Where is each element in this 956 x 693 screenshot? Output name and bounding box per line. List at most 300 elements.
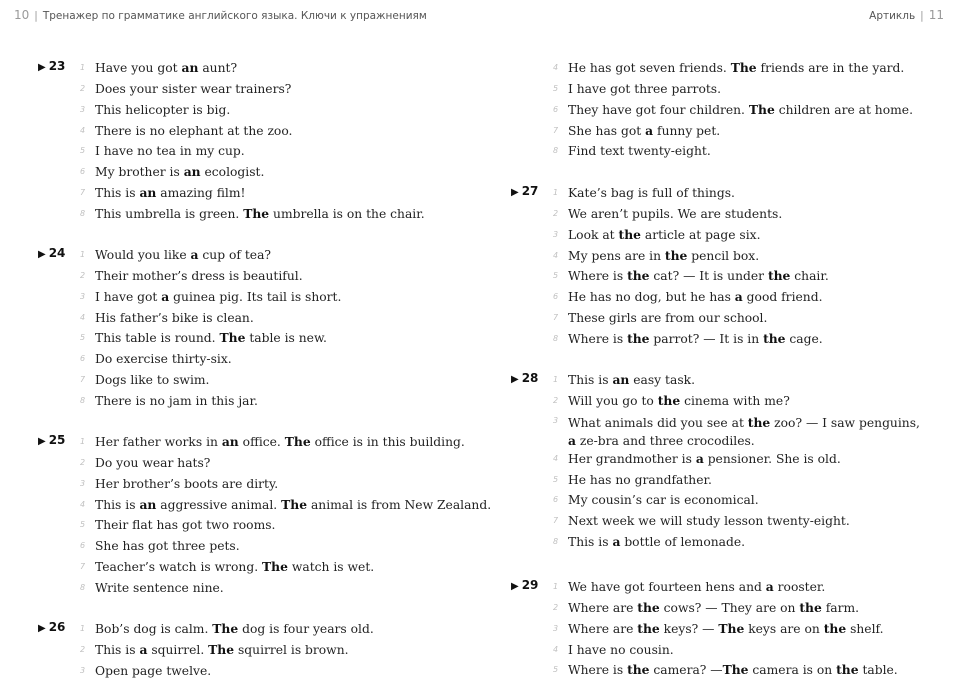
sentence-fragment: bottle of lemonade. [620, 535, 746, 550]
answer-text [568, 287, 931, 308]
answer-item [511, 141, 931, 162]
sentence-fragment: My cousin’s car is economical. [568, 493, 759, 508]
answer-text [95, 141, 448, 162]
sentence-fragment: table is new. [245, 331, 327, 346]
answer-text [95, 100, 448, 121]
answer-item [511, 308, 931, 329]
item-number: 1 [553, 375, 559, 384]
answer-text [95, 162, 448, 183]
item-number: 4 [553, 63, 559, 72]
item-number: 3 [80, 665, 86, 675]
sentence-fragment: Where is [568, 663, 628, 678]
item-number: 1 [553, 188, 559, 197]
sentence-fragment: Do exercise thirty-six. [95, 352, 232, 367]
item-number: 5 [553, 271, 559, 281]
item-number: 3 [553, 229, 559, 239]
sentence-fragment: aunt? [198, 61, 238, 75]
exercise-24 [38, 245, 448, 412]
item-number: 5 [553, 83, 559, 93]
article-highlight: The [208, 641, 235, 657]
sentence-fragment: She has got [568, 123, 646, 138]
article-highlight: the [747, 414, 771, 430]
sentence-fragment: This is [95, 642, 140, 657]
article-highlight: a [568, 433, 576, 449]
sentence-fragment: Next week we will study lesson twenty-eight. [568, 514, 850, 529]
answer-text [95, 245, 448, 266]
answer-item [511, 511, 931, 532]
answer-text [95, 287, 448, 308]
play-triangle-icon: ▶ [38, 623, 46, 634]
answer-text [568, 58, 931, 79]
sentence-fragment: My pens are in [568, 248, 665, 263]
sentence-fragment: umbrella is on the chair. [269, 206, 425, 221]
sentence-fragment: Kate’s bag is full of things. [568, 186, 735, 200]
answer-text [95, 432, 465, 453]
sentence-fragment: I have no tea in my cup. [95, 144, 245, 159]
answer-item [38, 79, 448, 100]
sentence-fragment: Teacher’s watch is wrong. [95, 560, 263, 575]
answer-item [511, 577, 931, 598]
article-highlight: a [645, 122, 654, 138]
answer-item [511, 225, 931, 246]
exercise-continued [511, 58, 931, 162]
answer-item [38, 266, 448, 287]
sentence-fragment: rooster. [773, 580, 826, 594]
answer-text [95, 661, 448, 682]
exercise-number-label: 29 [521, 578, 539, 592]
item-number: 2 [80, 270, 86, 280]
sentence-fragment: amazing film! [156, 186, 246, 201]
sentence-fragment: Bob’s dog is calm. [95, 622, 213, 636]
answer-text [95, 391, 448, 412]
item-number: 6 [553, 104, 559, 114]
sentence-fragment: This is [568, 535, 613, 550]
sentence-fragment: cinema with me? [680, 393, 790, 408]
article-highlight: The [212, 621, 239, 636]
item-number: 5 [553, 665, 559, 675]
sentence-fragment: guinea pig. Its tail is short. [169, 289, 342, 304]
item-number: 5 [80, 520, 86, 530]
answer-text [568, 532, 931, 553]
article-highlight: the [627, 268, 650, 284]
answer-text [568, 308, 931, 329]
answer-text [95, 474, 448, 495]
answer-item [511, 660, 931, 681]
sentence-fragment: camera? — [649, 663, 723, 678]
exercise-23 [38, 58, 448, 225]
answer-item [38, 640, 448, 661]
answer-text [95, 58, 448, 79]
answer-text [568, 141, 931, 162]
article-highlight: The [718, 620, 745, 636]
sentence-fragment: This umbrella is green. [95, 206, 244, 221]
sentence-fragment: keys? — [659, 621, 719, 636]
article-highlight: the [637, 620, 660, 636]
sentence-fragment: funny pet. [653, 123, 721, 138]
play-triangle-icon: ▶ [511, 187, 519, 198]
sentence-fragment: There is no elephant at the zoo. [95, 123, 293, 138]
answer-item [38, 495, 492, 516]
sentence-fragment: Her grandmother is [568, 451, 696, 466]
article-highlight: the [763, 330, 786, 346]
sentence-fragment: cup of tea? [198, 248, 272, 262]
answer-item [511, 470, 931, 491]
item-number: 2 [80, 83, 86, 93]
article-highlight: a [765, 579, 774, 594]
sentence-fragment: What animals did you see at [568, 415, 748, 430]
header-right [869, 8, 944, 22]
sentence-fragment: cows? — They are on [659, 600, 800, 615]
answer-item [38, 308, 448, 329]
answer-item [511, 449, 931, 470]
answer-text [95, 578, 448, 599]
answer-text [95, 328, 448, 349]
sentence-fragment: dog is four years old. [238, 622, 374, 636]
sentence-fragment: She has got three pets. [95, 539, 240, 554]
sentence-fragment: watch is wet. [287, 560, 375, 575]
answer-item [38, 557, 448, 578]
answer-item [38, 287, 448, 308]
answer-item [511, 183, 931, 204]
answer-text [568, 266, 931, 287]
answer-item [511, 490, 931, 511]
sentence-fragment: Where is [568, 331, 628, 346]
sentence-fragment: We aren’t pupils. We are students. [568, 206, 783, 221]
answer-item [38, 453, 448, 474]
sentence-fragment: His father’s bike is clean. [95, 310, 254, 325]
item-number: 7 [80, 562, 86, 572]
answer-item [511, 598, 931, 619]
sentence-fragment: office is in this building. [310, 435, 465, 449]
item-number: 4 [553, 250, 559, 260]
answer-text [95, 121, 448, 142]
answer-text [95, 515, 448, 536]
answer-item [511, 391, 931, 412]
exercise-number-label: 26 [48, 620, 66, 634]
sentence-fragment: ze-bra and three crocodiles. [575, 434, 755, 449]
item-number: 3 [553, 415, 559, 425]
item-number: 3 [553, 623, 559, 633]
article-highlight: The [284, 434, 311, 449]
article-highlight: the [618, 226, 641, 242]
article-highlight: a [190, 247, 199, 262]
answer-text [568, 619, 931, 640]
answer-item [511, 532, 931, 553]
sentence-fragment: Their mother’s dress is beautiful. [95, 268, 303, 283]
answer-text [95, 204, 448, 225]
sentence-fragment: children are at home. [774, 102, 913, 117]
answer-item [38, 515, 448, 536]
answer-item [38, 328, 448, 349]
item-number: 8 [553, 146, 559, 156]
answer-text [568, 225, 931, 246]
sentence-fragment: Where are [568, 621, 638, 636]
exercise-25 [38, 432, 492, 599]
answer-item [38, 204, 448, 225]
left-page-number: 10 [14, 8, 30, 22]
article-highlight: an [139, 185, 157, 201]
exercise-number-label: 25 [48, 433, 66, 447]
answer-item [38, 162, 448, 183]
play-triangle-icon: ▶ [38, 249, 46, 260]
answer-item [511, 79, 931, 100]
answer-item [511, 412, 931, 449]
sentence-fragment: I have got [95, 289, 162, 304]
item-number: 4 [80, 499, 86, 509]
article-highlight: the [627, 330, 650, 346]
item-number: 7 [80, 375, 86, 385]
answer-text [568, 246, 931, 267]
sentence-fragment: Where are [568, 600, 638, 615]
sentence-fragment: These girls are from our school. [568, 311, 768, 326]
sentence-fragment: table. [858, 663, 898, 678]
article-highlight: an [183, 164, 201, 180]
sentence-fragment: pensioner. She is old. [703, 451, 841, 466]
article-highlight: the [799, 599, 822, 615]
sentence-fragment: shelf. [846, 621, 884, 636]
article-highlight: the [823, 620, 847, 636]
item-number: 2 [553, 208, 559, 218]
answer-text [568, 100, 931, 121]
article-highlight: a [161, 288, 170, 304]
answer-item [38, 121, 448, 142]
answer-text [95, 308, 448, 329]
item-number: 4 [553, 644, 559, 654]
answer-item [511, 619, 931, 640]
sentence-fragment: This is [568, 373, 613, 387]
sentence-fragment: I have no cousin. [568, 642, 674, 657]
answer-text [568, 598, 931, 619]
answer-text [95, 453, 448, 474]
answer-text [95, 640, 448, 661]
sentence-fragment: camera is on [748, 663, 837, 678]
article-highlight: The [748, 101, 775, 117]
item-number: 2 [553, 395, 559, 405]
sentence-fragment: keys are on [744, 621, 824, 636]
item-number: 2 [80, 644, 86, 654]
answer-item [511, 287, 931, 308]
sentence-fragment: I have got three parrots. [568, 81, 722, 96]
answer-text [568, 204, 931, 225]
item-number: 5 [80, 333, 86, 343]
article-highlight: The [730, 60, 757, 75]
answer-item [38, 245, 448, 266]
sentence-fragment: cat? — It is under [649, 269, 768, 284]
article-highlight: the [836, 662, 859, 678]
answer-item [511, 100, 931, 121]
item-number: 1 [80, 624, 86, 633]
sentence-fragment: office. [238, 435, 285, 449]
article-highlight: a [734, 289, 743, 305]
item-number: 4 [553, 453, 559, 463]
sentence-fragment: cage. [785, 331, 823, 346]
answer-item [511, 370, 931, 391]
exercise-28 [511, 370, 931, 553]
play-triangle-icon: ▶ [38, 436, 46, 447]
item-number: 1 [80, 63, 86, 72]
sentence-fragment: Dogs like to swim. [95, 373, 210, 388]
sentence-fragment: Their flat has got two rooms. [95, 518, 276, 533]
sentence-fragment: Would you like [95, 248, 191, 262]
sentence-fragment: This is [95, 497, 140, 512]
answer-item [511, 329, 931, 350]
sentence-fragment: Find text twenty-eight. [568, 144, 711, 159]
exercise-26 [38, 619, 448, 682]
sentence-fragment: This is [95, 186, 140, 201]
sentence-fragment: aggressive animal. [156, 497, 282, 512]
answer-text [568, 660, 931, 681]
sentence-fragment: Write sentence nine. [95, 580, 224, 595]
item-number: 8 [553, 537, 559, 547]
article-highlight: a [612, 534, 621, 550]
article-highlight: the [637, 599, 660, 615]
article-highlight: an [612, 372, 630, 387]
answer-text [95, 557, 448, 578]
sentence-fragment: article at page six. [640, 227, 761, 242]
exercise-number-label: 23 [48, 59, 66, 73]
sentence-fragment: squirrel. [147, 642, 209, 657]
sentence-fragment: He has got seven friends. [568, 61, 731, 75]
answer-item [38, 432, 465, 453]
item-number: 3 [80, 104, 86, 114]
answer-item [38, 578, 448, 599]
item-number: 1 [80, 250, 86, 259]
answer-item [511, 204, 931, 225]
answer-item [511, 246, 931, 267]
sentence-fragment: easy task. [629, 373, 695, 387]
sentence-fragment: farm. [821, 600, 860, 615]
sentence-fragment: Where is [568, 269, 628, 284]
answer-text [568, 511, 931, 532]
sentence-fragment: Her brother’s boots are dirty. [95, 476, 279, 491]
article-highlight: The [262, 559, 288, 575]
answer-text [95, 349, 448, 370]
item-number: 6 [553, 292, 559, 302]
article-highlight: the [767, 268, 791, 284]
item-number: 8 [80, 208, 86, 218]
answer-text [568, 391, 931, 412]
item-number: 8 [80, 395, 86, 405]
sentence-fragment: pencil box. [687, 248, 760, 263]
sentence-fragment: Open page twelve. [95, 663, 212, 678]
answer-text [568, 329, 931, 350]
right-page-number: 11 [928, 8, 944, 22]
answer-item [511, 121, 931, 142]
article-highlight: an [139, 496, 157, 512]
sentence-fragment: ecologist. [200, 165, 265, 180]
header-separator: | [920, 10, 924, 22]
sentence-fragment: There is no jam in this jar. [95, 393, 258, 408]
answer-item [511, 640, 931, 661]
answer-item [511, 266, 931, 287]
answer-text [568, 490, 931, 511]
item-number: 6 [80, 541, 86, 551]
item-number: 5 [553, 474, 559, 484]
item-number: 4 [80, 312, 86, 322]
article-highlight: The [219, 330, 246, 346]
answer-text [568, 121, 931, 142]
sentence-fragment: This helicopter is big. [95, 102, 231, 117]
answer-text [95, 495, 492, 516]
answer-item [38, 349, 448, 370]
answer-text [568, 470, 931, 491]
sentence-fragment: chair. [790, 269, 829, 284]
sentence-fragment: friends are in the yard. [756, 61, 905, 75]
item-number: 6 [80, 354, 86, 364]
header-separator: | [34, 10, 38, 22]
item-number: 5 [80, 146, 86, 156]
play-triangle-icon: ▶ [38, 62, 46, 73]
answer-item [511, 58, 931, 79]
sentence-fragment: zoo? — I saw penguins, [770, 415, 920, 430]
sentence-fragment: This table is round. [95, 331, 220, 346]
sentence-fragment: Will you go to [568, 393, 658, 408]
answer-item [38, 141, 448, 162]
item-number: 8 [553, 333, 559, 343]
page-header [0, 8, 956, 26]
answer-text [95, 370, 448, 391]
article-highlight: the [657, 392, 681, 408]
exercise-number-label: 28 [521, 371, 539, 385]
sentence-fragment: good friend. [742, 290, 823, 305]
item-number: 2 [80, 457, 86, 467]
answer-item [38, 58, 448, 79]
answer-text [568, 449, 931, 470]
book-title: Тренажер по грамматике английского языка. Ключи к упражнениям [42, 10, 427, 22]
item-number: 2 [553, 602, 559, 612]
item-number: 7 [553, 125, 559, 135]
answer-text [568, 79, 931, 100]
sentence-fragment: My brother is [95, 165, 184, 180]
answer-item [38, 370, 448, 391]
item-number: 6 [80, 167, 86, 177]
sentence-fragment: We have got fourteen hens and [568, 580, 766, 594]
item-number: 8 [80, 582, 86, 592]
answer-text [95, 79, 448, 100]
answer-item [38, 536, 448, 557]
play-triangle-icon: ▶ [511, 374, 519, 385]
article-highlight: the [664, 247, 688, 263]
answer-text [568, 370, 931, 391]
answer-text [568, 640, 931, 661]
sentence-fragment: parrot? — It is in [649, 331, 764, 346]
answer-text [568, 183, 931, 204]
article-highlight: a [695, 450, 704, 466]
article-highlight: The [722, 662, 749, 678]
article-highlight: The [281, 496, 308, 512]
sentence-fragment: He has no grandfather. [568, 472, 712, 487]
sentence-fragment: Look at [568, 227, 619, 242]
answer-text [95, 536, 448, 557]
answer-item [38, 100, 448, 121]
article-highlight: an [221, 434, 239, 449]
answer-text [95, 619, 448, 640]
answer-text [95, 183, 448, 204]
section-title: Артикль [869, 10, 916, 22]
item-number: 6 [553, 495, 559, 505]
answer-text [568, 414, 931, 451]
header-left [14, 8, 427, 22]
exercise-27 [511, 183, 931, 350]
item-number: 3 [80, 478, 86, 488]
sentence-fragment: animal is from New Zealand. [307, 497, 492, 512]
play-triangle-icon: ▶ [511, 581, 519, 592]
article-highlight: the [627, 662, 650, 678]
answer-item [38, 619, 448, 640]
item-number: 3 [80, 291, 86, 301]
exercise-29 [511, 577, 931, 681]
item-number: 7 [553, 313, 559, 323]
